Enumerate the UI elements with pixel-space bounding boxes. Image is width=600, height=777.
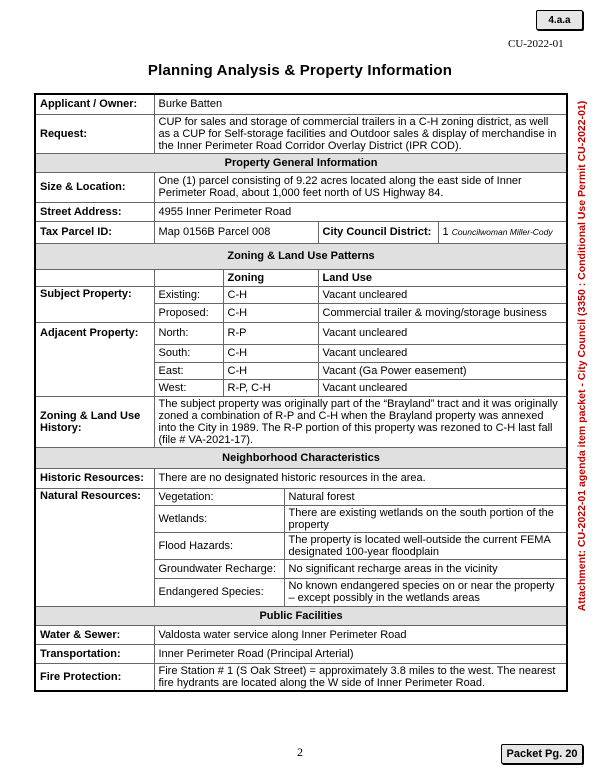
tax-value: Map 0156B Parcel 008 — [154, 221, 318, 243]
south-zoning: C-H — [223, 344, 318, 362]
district-label: City Council District: — [318, 221, 438, 243]
size-label: Size & Location: — [35, 172, 154, 202]
item-tag: 4.a.a — [536, 10, 583, 30]
wetlands-label: Wetlands: — [154, 505, 284, 532]
zoning-header: Zoning — [223, 269, 318, 286]
water-value: Valdosta water service along Inner Perimeter Road — [154, 625, 567, 644]
west-zoning: R-P, C-H — [223, 379, 318, 396]
street-value: 4955 Inner Perimeter Road — [154, 202, 567, 221]
land-use-header: Land Use — [318, 269, 567, 286]
adjacent-label: Adjacent Property: — [35, 322, 154, 396]
property-info-table — [34, 93, 568, 692]
subject-label: Subject Property: — [35, 286, 154, 322]
existing-label: Existing: — [154, 286, 223, 303]
case-number: CU-2022-01 — [508, 38, 564, 50]
species-value: No known endangered species on or near the property – except possibly in the wetlands areas — [284, 578, 567, 606]
groundwater-label: Groundwater Recharge: — [154, 559, 284, 578]
historic-label: Historic Resources: — [35, 468, 154, 488]
section-property-general: Property General Information — [35, 153, 567, 172]
south-land-use: Vacant uncleared — [318, 344, 567, 362]
packet-page-badge: Packet Pg. 20 — [501, 744, 583, 764]
request-value: CUP for sales and storage of commercial trailers in a C-H zoning district, as well as a CUP for Self-storage facilities and Outdoor sales & display of merchandise in the Inner Perimeter Road Corridor Overlay District (IPR COD). — [154, 114, 567, 153]
vegetation-value: Natural forest — [284, 488, 567, 505]
tax-label: Tax Parcel ID: — [35, 221, 154, 243]
natural-label: Natural Resources: — [35, 488, 154, 606]
section-neighborhood: Neighborhood Characteristics — [35, 447, 567, 468]
section-public-facilities: Public Facilities — [35, 606, 567, 625]
proposed-land-use: Commercial trailer & moving/storage business — [318, 303, 567, 322]
wetlands-value: There are existing wetlands on the south portion of the property — [284, 505, 567, 532]
fire-value: Fire Station # 1 (S Oak Street) = approximately 3.8 miles to the west. The nearest fire hydrants are located along the W side of Inner Perimeter Road. — [154, 663, 567, 691]
north-zoning: R-P — [223, 322, 318, 344]
proposed-label: Proposed: — [154, 303, 223, 322]
existing-land-use: Vacant uncleared — [318, 286, 567, 303]
south-label: South: — [154, 344, 223, 362]
district-number: 1 — [442, 226, 449, 238]
vegetation-label: Vegetation: — [154, 488, 284, 505]
species-label: Endangered Species: — [154, 578, 284, 606]
west-label: West: — [154, 379, 223, 396]
flood-label: Flood Hazards: — [154, 532, 284, 559]
size-value: One (1) parcel consisting of 9.22 acres located along the east side of Inner Perimeter Road, about 1,000 feet north of US Highway 84. — [154, 172, 567, 202]
section-zoning: Zoning & Land Use Patterns — [35, 243, 567, 269]
north-land-use: Vacant uncleared — [318, 322, 567, 344]
page-title: Planning Analysis & Property Information — [147, 62, 453, 79]
west-land-use: Vacant uncleared — [318, 379, 567, 396]
attachment-text: Attachment: CU-2022-01 agenda item packet - City Council (3350 : Conditional Use Permit CU-2022-01) — [576, 100, 588, 612]
north-label: North: — [154, 322, 223, 344]
transportation-value: Inner Perimeter Road (Principal Arterial) — [154, 644, 567, 663]
water-label: Water & Sewer: — [35, 625, 154, 644]
history-label: Zoning & Land Use History: — [35, 396, 154, 447]
proposed-zoning: C-H — [223, 303, 318, 322]
applicant-row — [35, 94, 567, 114]
flood-value: The property is located well-outside the current FEMA designated 100-year floodplain — [284, 532, 567, 559]
fire-label: Fire Protection: — [35, 663, 154, 691]
east-zoning: C-H — [223, 362, 318, 379]
transportation-label: Transportation: — [35, 644, 154, 663]
historic-value: There are no designated historic resources in the area. — [154, 468, 567, 488]
request-row — [35, 114, 567, 153]
page-number: 2 — [297, 745, 303, 759]
street-label: Street Address: — [35, 202, 154, 221]
east-land-use: Vacant (Ga Power easement) — [318, 362, 567, 379]
request-label: Request: — [35, 114, 154, 153]
groundwater-value: No significant recharge areas in the vicinity — [284, 559, 567, 578]
east-label: East: — [154, 362, 223, 379]
existing-zoning: C-H — [223, 286, 318, 303]
applicant-label: Applicant / Owner: — [35, 94, 154, 114]
attachment-sidebar — [572, 82, 592, 630]
district-name: Councilwoman Miller-Cody — [451, 227, 553, 237]
district-value — [438, 221, 567, 243]
history-value: The subject property was originally part of the “Brayland” tract and it was originally zoned a combination of R-P and C-H when the Brayland property was annexed into the City in 1989. The R-P portion of this property was rezoned to C-H last fall (file # VA-2021-17). — [154, 396, 567, 447]
applicant-value: Burke Batten — [154, 94, 567, 114]
